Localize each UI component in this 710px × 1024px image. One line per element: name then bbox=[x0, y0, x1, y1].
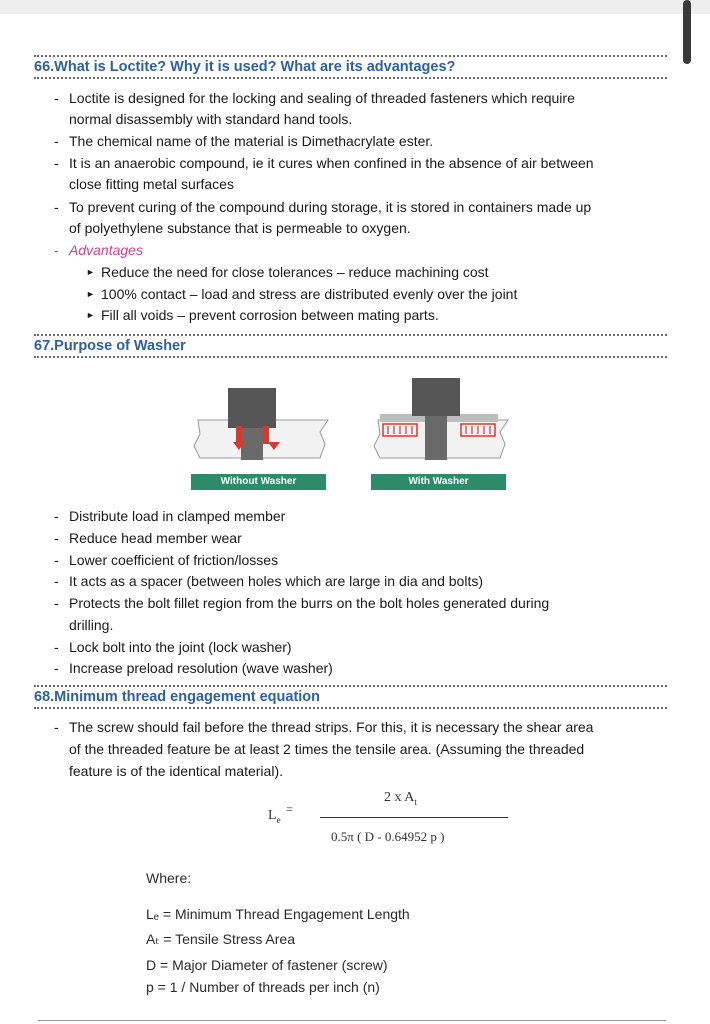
section-66-header bbox=[34, 55, 667, 79]
scrollbar[interactable] bbox=[683, 0, 691, 64]
section-67-header bbox=[34, 334, 667, 358]
formula-lhs: $L_e$ = bbox=[268, 802, 293, 825]
with-washer-illustration bbox=[374, 378, 508, 460]
without-washer-illustration bbox=[194, 388, 328, 460]
formula-denominator: 0.5π ( D - 0.64952 p ) bbox=[331, 829, 445, 844]
dotted-divider bbox=[34, 356, 667, 358]
fraction-bar bbox=[320, 817, 508, 818]
dotted-divider bbox=[34, 77, 667, 79]
bottom-divider bbox=[38, 1020, 666, 1021]
section-67-title: 67.Purpose of Washer bbox=[34, 338, 186, 354]
bullet-icon: ► bbox=[86, 267, 95, 277]
definition-item: p = 1 / Number of threads per inch (n) bbox=[146, 979, 380, 995]
definition-item: Lₑ = Minimum Thread Engagement Length bbox=[146, 906, 410, 922]
dotted-divider bbox=[34, 707, 667, 709]
definition-item: D = Major Diameter of fastener (screw) bbox=[146, 957, 388, 973]
section-68-header bbox=[34, 685, 667, 709]
where-label: Where: bbox=[146, 870, 192, 886]
bullet-icon: ► bbox=[86, 310, 95, 320]
bullet-icon: ► bbox=[86, 289, 95, 299]
section-66-title: 66.What is Loctite? Why it is used? What are its advantages? bbox=[34, 59, 456, 75]
section-68-title: 68.Minimum thread engagement equation bbox=[34, 689, 321, 705]
with-washer-label: With Washer bbox=[371, 474, 506, 490]
definition-item: Aₜ = Tensile Stress Area bbox=[146, 931, 296, 947]
without-washer-label: Without Washer bbox=[191, 474, 326, 490]
formula-numerator: 2 x $A_t$ bbox=[384, 790, 417, 807]
top-bar bbox=[0, 0, 710, 14]
